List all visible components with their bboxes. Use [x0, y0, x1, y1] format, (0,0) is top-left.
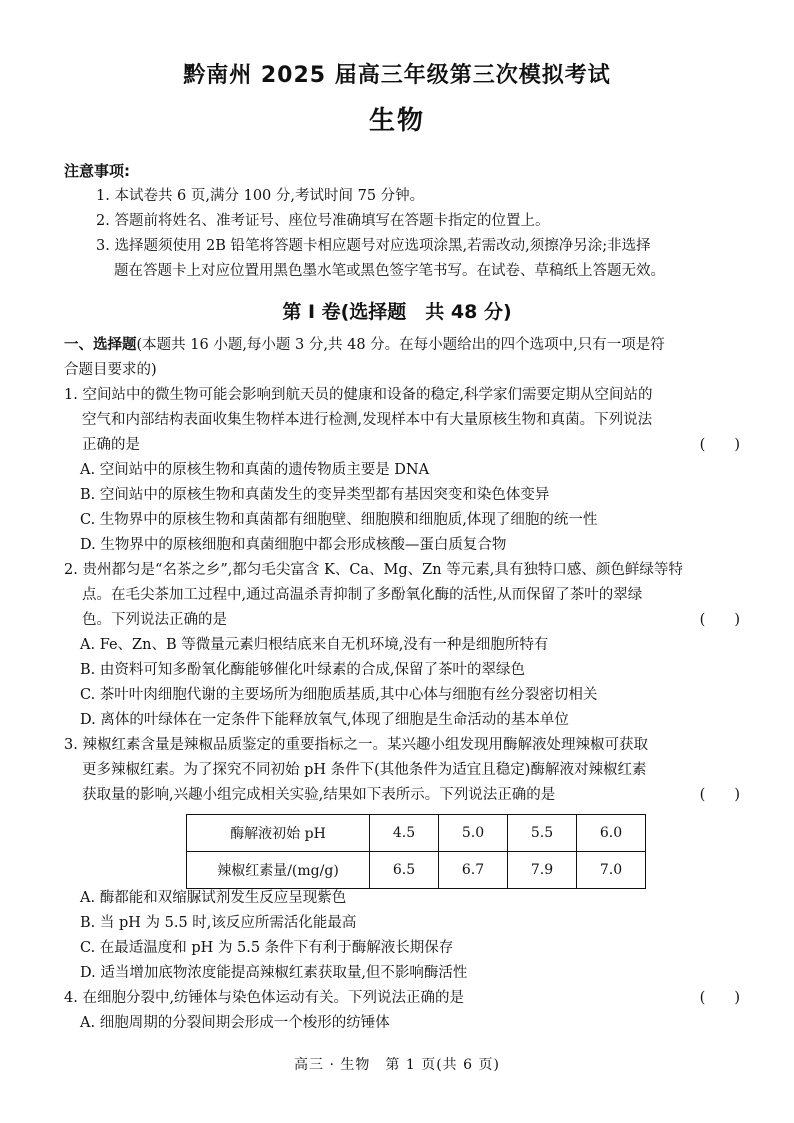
table-cell: 7.0: [577, 852, 646, 889]
question-4-line: 4. 在细胞分裂中,纺锤体与染色体运动有关。下列说法正确的是: [64, 990, 465, 1006]
table-cell: 5.0: [439, 815, 508, 852]
subject-title: 生物: [368, 106, 425, 136]
table-header-cell: 辣椒红素量/(mg/g): [187, 852, 370, 889]
answer-bracket: ( ): [699, 990, 740, 1006]
table-header-cell: 酶解液初始 pH: [187, 815, 370, 852]
question-3-line: 更多辣椒红素。为了探究不同初始 pH 条件下(其他条件为适宜且稳定)酶解液对辣椒红素: [82, 762, 647, 778]
option: D. 适当增加底物浓度能提高辣椒红素获取量,但不影响酶活性: [80, 965, 468, 981]
question-2-line: 点。在毛尖茶加工过程中,通过高温杀青抑制了多酚氧化酶的活性,从而保留了茶叶的翠绿: [82, 587, 643, 603]
table-cell: 4.5: [370, 815, 439, 852]
option: C. 生物界中的原核生物和真菌都有细胞壁、细胞膜和细胞质,体现了细胞的统一性: [80, 512, 598, 528]
option: A. Fe、Zn、B 等微量元素归根结底来自无机环境,没有一种是细胞所特有: [80, 637, 549, 653]
table-cell: 6.7: [439, 852, 508, 889]
question-2-line: 2. 贵州都匀是“名茶之乡”,都匀毛尖富含 K、Ca、Mg、Zn 等元素,具有独特口感、颜色鲜绿等特: [64, 562, 683, 578]
option: B. 空间站中的原核生物和真菌发生的变异类型都有基因突变和染色体变异: [80, 487, 550, 503]
option: B. 当 pH 为 5.5 时,该反应所需活化能最高: [80, 915, 357, 931]
notice-item: 2. 答题前将姓名、准考证号、座位号准确填写在答题卡指定的位置上。: [96, 213, 550, 229]
section-intro-text: (本题共 16 小题,每小题 3 分,共 48 分。在每小题给出的四个选项中,只有一项是符: [136, 337, 665, 353]
option: D. 生物界中的原核细胞和真菌细胞中都会形成核酸—蛋白质复合物: [80, 537, 507, 553]
option: A. 细胞周期的分裂间期会形成一个梭形的纺锤体: [80, 1015, 390, 1031]
notice-item: 题在答题卡上对应位置用黑色墨水笔或黑色签字笔书写。在试卷、草稿纸上答题无效。: [114, 263, 665, 279]
section-intro-cont: 合题目要求的): [64, 362, 157, 378]
option: D. 离体的叶绿体在一定条件下能释放氧气,体现了细胞是生命活动的基本单位: [80, 712, 569, 728]
option: C. 在最适温度和 pH 为 5.5 条件下有利于酶解液长期保存: [80, 940, 454, 956]
table-cell: 5.5: [508, 815, 577, 852]
question-1-line: 空气和内部结构表面收集生物样本进行检测,发现样本中有大量原核生物和真菌。下列说法: [82, 412, 653, 428]
table-cell: 6.5: [370, 852, 439, 889]
notice-item: 3. 选择题须使用 2B 铅笔将答题卡相应题号对应选项涂黑,若需改动,须擦净另涂;非选择: [96, 238, 651, 254]
option: C. 茶叶叶肉细胞代谢的主要场所为细胞质基质,其中心体与细胞有丝分裂密切相关: [80, 687, 598, 703]
question-3-line: 3. 辣椒红素含量是辣椒品质鉴定的重要指标之一。某兴趣小组发现用酶解液处理辣椒可获取: [64, 737, 648, 753]
table-row: [187, 815, 646, 852]
table-cell: 6.0: [577, 815, 646, 852]
section-title: 第 Ⅰ 卷(选择题 共 48 分): [282, 301, 512, 323]
section-intro: [64, 333, 744, 358]
answer-bracket: ( ): [699, 787, 740, 803]
page-footer: 高三 · 生物 第 1 页(共 6 页): [294, 1057, 500, 1073]
notice-heading: 注意事项:: [64, 162, 130, 180]
option: A. 空间站中的原核生物和真菌的遗传物质主要是 DNA: [80, 462, 430, 478]
question-3-line: 获取量的影响,兴趣小组完成相关实验,结果如下表所示。下列说法正确的是: [82, 787, 556, 803]
section-intro-label: 一、选择题: [64, 337, 137, 353]
notice-item: 1. 本试卷共 6 页,满分 100 分,考试时间 75 分钟。: [96, 188, 425, 204]
table-row: [187, 852, 646, 889]
question-1-line: 正确的是: [82, 437, 140, 453]
option: A. 酶都能和双缩脲试剂发生反应呈现紫色: [80, 890, 347, 906]
question-1-line: 1. 空间站中的微生物可能会影响到航天员的健康和设备的稳定,科学家们需要定期从空间站的: [64, 387, 653, 403]
table-cell: 7.9: [508, 852, 577, 889]
answer-bracket: ( ): [699, 437, 740, 453]
ph-data-table: [186, 814, 646, 889]
option: B. 由资料可知多酚氧化酶能够催化叶绿素的合成,保留了茶叶的翠绿色: [80, 662, 525, 678]
exam-title: 黔南州 2025 届高三年级第三次模拟考试: [183, 63, 611, 88]
question-2-line: 色。下列说法正确的是: [82, 612, 227, 628]
answer-bracket: ( ): [699, 612, 740, 628]
